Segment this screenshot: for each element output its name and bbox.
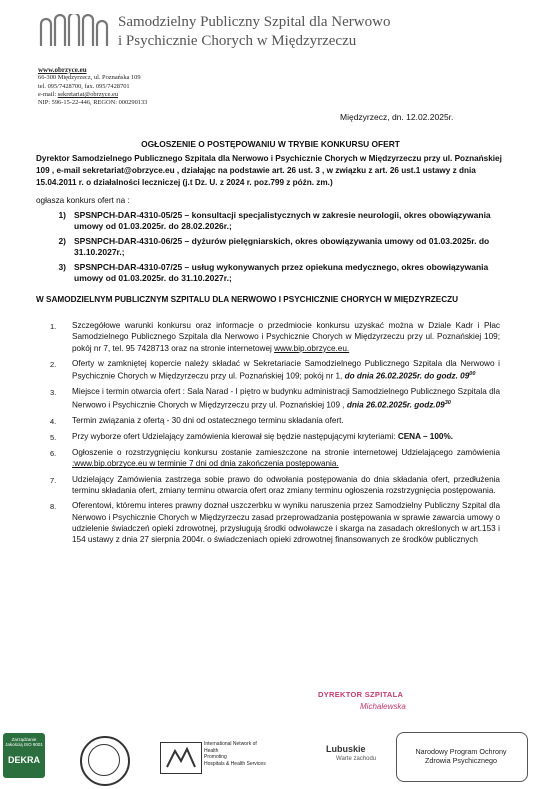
hph-network-logo-icon xyxy=(160,742,202,774)
dekra-certificate-logo: Zarządzanie Jakością ISO 9001 DEKRA xyxy=(3,733,45,778)
website-link[interactable]: www.obrzyce.eu xyxy=(38,66,87,74)
phones: tel. 095/7428700, fax. 095/7428701 xyxy=(38,82,130,90)
hospital-logo-icon xyxy=(38,14,110,50)
lubuskie-logo: Lubuskie xyxy=(326,744,366,754)
contest-items xyxy=(40,210,510,288)
document-heading: OGŁOSZENIE O POSTĘPOWANIU W TRYBIE KONKURSU OFERT xyxy=(141,139,400,149)
hph-network-text: International Network of Health Promoting Hospitals & Health Services xyxy=(204,741,266,767)
hospital-name-line2: i Psychicznie Chorych w Międzyrzeczu xyxy=(118,33,357,49)
intro-paragraph: Dyrektor Samodzielnego Publicznego Szpitala dla Nerwowo i Psychicznie Chorych w Międzyrzeczu przy ul. Poznańskiej 109 , e-mail sekretariat@obrzyce.eu , działając na podstawie art. 26 ust. 3 , w związku z art. 26 ust.1 ustawy z dnia 15.04.2011 r. o działalności leczniczej (j.t Dz. U. z 2024 r. poz.799 z późn. zm.) xyxy=(36,154,502,187)
term-item: 4. Termin związania z ofertą - 30 dni od ostatecznego terminu składania ofert. xyxy=(50,415,344,426)
seal-inner-icon xyxy=(88,744,120,776)
terms-list xyxy=(50,320,500,550)
hospital-name-line1: Samodzielny Publiczny Szpital dla Nerwowo xyxy=(118,14,391,30)
list-item: 1) SPSNPCH-DAR-4310-05/25 – konsultacji specjalistycznych w zakresie neurologii, okres obowiązywania umowy od 01.03.2025r. do 28.02.2026r.; xyxy=(58,210,491,231)
bip-link[interactable]: www.bip.obrzyce.eu. xyxy=(274,343,350,353)
lubuskie-slogan: Warte zachodu xyxy=(336,756,377,762)
contact-block xyxy=(38,66,147,107)
bip-link-results[interactable]: :www.bip.obrzyce.eu w terminie 7 dni od dnia zakończenia postępowania. xyxy=(72,459,339,469)
email-link[interactable]: sekretariat@obrzyce.eu xyxy=(57,90,119,98)
list-item: 3) SPSNPCH-DAR-4310-07/25 – usług wykonywanych przez opiekuna medycznego, okres obowiązywania umowy od 01.03.2025r. do 31.10.2027r.; xyxy=(58,262,489,283)
term-item: 7. Udzielający Zamówienia zastrzega sobie prawo do odwołania postępowania do dnia składania ofert, przedłużenia terminu składania ofert, zmiany terminu otwarcia ofert oraz zmiany terminu ogłoszenia rozstrzygnięcia postępowania. xyxy=(50,474,500,496)
address: 66-300 Międzyrzecz, ul. Poznańska 109 xyxy=(38,74,141,82)
term-item: 2. Oferty w zamkniętej kopercie należy składać w Sekretariacie Samodzielnego Publicznego Szpitala dla Nerwowo i Psychicznie Chorych w Międzyrzeczu przy ul. Poznańskiej 109; pokój nr 1, do dnia 26.02.2025r. do godz. $09^{00}$ xyxy=(50,358,500,381)
list-item: 2) SPSNPCH-DAR-4310-06/25 – dyżurów pielęgniarskich, okres obowiązywania umowy od 01.03.2025r. do 31.10.2027r.; xyxy=(58,236,490,257)
term-item: 3. Miejsce i termin otwarcia ofert : Sala Narad - I piętro w budynku administracji Samodzielnego Publicznego Szpitala dla Nerwowo i Psychicznie Chorych w Międzyrzeczu przy ul. Poznańskiej 109 , dnia 26.02.2025r. $godz.09^{30}$ xyxy=(50,387,500,410)
signature: Michalewska xyxy=(360,702,406,711)
hospital-banner: W SAMODZIELNYM PUBLICZNYM SZPITALU DLA NERWOWO I PSYCHICZNIE CHORYCH W MIĘDZYRZECZU xyxy=(36,295,459,304)
document-date: Międzyrzecz, dn. 12.02.2025r. xyxy=(340,112,454,122)
term-item: 1. Szczegółowe warunki konkursu oraz informacje o przedmiocie konkursu uzyskać można w Dziale Kadr i Płac Samodzielnego Publicznego Szpitala dla Nerwowo i Psychicznie Chorych w Międzyrzeczu przy ul. Poznańskiej 109; pokój nr 7, tel. 95 7428713 oraz na stronie internetowej www.bip.obrzyce.eu. xyxy=(50,321,500,353)
email-line: e-mail: sekretariat@obrzyce.eu xyxy=(38,90,119,98)
npo-logo-text: Narodowy Program Ochrony Zdrowia Psychicznego xyxy=(415,747,507,765)
tax-ids: NIP: 596-15-22-446, REGON: 000290133 xyxy=(38,99,148,107)
term-item: 5. Przy wyborze ofert Udzielający zamówienia kierował się będzie następującymi kryteriami: CENA – 100%. xyxy=(50,431,454,442)
term-item: 8. Oferentowi, któremu interes prawny doznał uszczerbku w wyniku naruszenia przez Samodzielny Publiczny Szpital dla Nerwowo i Psychicznie Chorych w Międzyrzeczu zasad przeprowadzania postępowania w sprawie zawarcia umowy o udzielenie świadczeń opieki zdrowotnej, przysługują środki odwoławcze i skarga na zasadach określonych w art.153 i 154 ustawy z dnia 27 sierpnia 2004r. o świadczeniach opieki zdrowotnej finansowanych ze środków publicznych xyxy=(50,501,500,545)
director-stamp: DYREKTOR SZPITALA xyxy=(318,690,404,699)
lead-line: ogłasza konkurs ofert na : xyxy=(36,196,130,205)
term-item: 6. Ogłoszenie o rozstrzygnięciu konkursu zostanie zamieszczone na stronie internetowej Udzielającego zamówienia :www.bip.obrzyce.eu w terminie 7 dni od dnia zakończenia postępowania. xyxy=(50,448,500,469)
